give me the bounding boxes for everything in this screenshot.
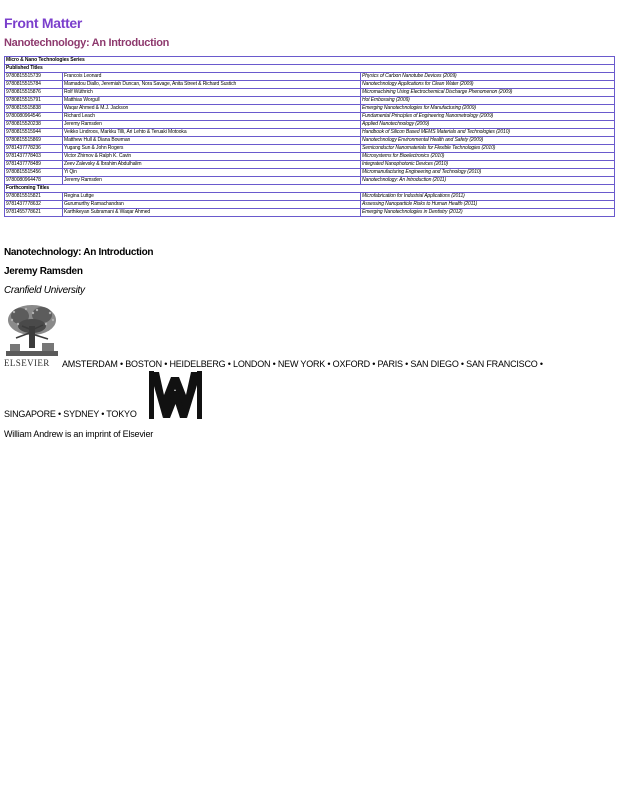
title-cell: Micromachining Using Electrochemical Discharge Phenomenon (2009) xyxy=(361,89,615,97)
book-subtitle-heading: Nanotechnology: An Introduction xyxy=(4,37,170,49)
title-cell: Microfabrication for Industrial Applications (2011) xyxy=(361,193,615,201)
author-cell: Richard Leach xyxy=(63,113,361,121)
title-cell: Assessing Nanoparticle Risks to Human Health (2011) xyxy=(361,201,615,209)
elsevier-logo xyxy=(4,304,59,368)
table-row xyxy=(5,81,615,89)
isbn-cell: 9780815515876 xyxy=(5,89,63,97)
isbn-cell: 9781437778489 xyxy=(5,161,63,169)
table-row xyxy=(5,193,615,201)
isbn-cell: 9781437778632 xyxy=(5,201,63,209)
table-row xyxy=(5,121,615,129)
table-row xyxy=(5,145,615,153)
title-cell: Semiconductor Nanomaterials for Flexible Technologies (2010) xyxy=(361,145,615,153)
table-row xyxy=(5,73,615,81)
title-cell: Emerging Nanotechnologies for Manufacturing (2009) xyxy=(361,105,615,113)
title-cell: Nanotechnology Environmental Health and Safety (2009) xyxy=(361,137,615,145)
table-row xyxy=(5,169,615,177)
title-cell: Hot Embossing (2009) xyxy=(361,97,615,105)
author-cell: Waqar Ahmed & M.J. Jackson xyxy=(63,105,361,113)
isbn-cell: 9780080964546 xyxy=(5,113,63,121)
isbn-cell: 9780815515869 xyxy=(5,137,63,145)
forthcoming-heading: Forthcoming Titles xyxy=(5,185,615,193)
table-row xyxy=(5,137,615,145)
table-row xyxy=(5,153,615,161)
table-row xyxy=(5,89,615,97)
author-affiliation: Cranfield University xyxy=(4,285,85,296)
forthcoming-heading-row xyxy=(5,185,615,193)
series-table xyxy=(4,56,615,217)
table-row xyxy=(5,161,615,169)
title-cell: Micromanufacturing Engineering and Technology (2010) xyxy=(361,169,615,177)
table-row xyxy=(5,177,615,185)
author-cell: Francois Leonard xyxy=(63,73,361,81)
title-cell: Emerging Nanotechnologies in Dentistry (2012) xyxy=(361,209,615,217)
table-row xyxy=(5,201,615,209)
page-heading: Front Matter xyxy=(4,15,83,31)
book-title: Nanotechnology: An Introduction xyxy=(4,247,154,258)
author-cell: Matthias Worgull xyxy=(63,97,361,105)
title-cell: Integrated Nanophotonic Devices (2010) xyxy=(361,161,615,169)
elsevier-tree-icon xyxy=(6,304,58,356)
isbn-cell: 9781455778621 xyxy=(5,209,63,217)
published-heading: Published Titles xyxy=(5,65,615,73)
isbn-cell: 9780815515944 xyxy=(5,129,63,137)
title-cell: Nanotechnology: An Introduction (2011) xyxy=(361,177,615,185)
table-row xyxy=(5,113,615,121)
author-cell: Rolf Wüthrich xyxy=(63,89,361,97)
isbn-cell: 9780815515838 xyxy=(5,105,63,113)
elsevier-wordmark: ELSEVIER xyxy=(4,358,50,368)
isbn-cell: 9780815520238 xyxy=(5,121,63,129)
isbn-cell: 9780815515456 xyxy=(5,169,63,177)
imprint-statement: William Andrew is an imprint of Elsevier xyxy=(4,429,154,439)
author-cell: Zeev Zalevsky & Ibrahim Abdulhalim xyxy=(63,161,361,169)
title-cell: Physics of Carbon Nanotube Devices (2009) xyxy=(361,73,615,81)
published-heading-row xyxy=(5,65,615,73)
author-cell: Victor Zhirnov & Ralph K. Cavin xyxy=(63,153,361,161)
book-author: Jeremy Ramsden xyxy=(4,266,83,277)
series-heading: Micro & Nano Technologies Series xyxy=(5,57,615,65)
table-row xyxy=(5,129,615,137)
isbn-cell: 9781437778403 xyxy=(5,153,63,161)
publisher-cities-line-1: AMSTERDAM • BOSTON • HEIDELBERG • LONDON • NEW YORK • OXFORD • PARIS • SAN DIEGO • SAN FRANCISCO • xyxy=(62,359,543,369)
table-row xyxy=(5,105,615,113)
author-cell: Jeremy Ramsden xyxy=(63,177,361,185)
isbn-cell: 9780815515821 xyxy=(5,193,63,201)
title-cell: Microsystems for Bioelectronics (2010) xyxy=(361,153,615,161)
title-cell: Fundamental Principles of Engineering Nanometrology (2009) xyxy=(361,113,615,121)
author-cell: Regina Luttge xyxy=(63,193,361,201)
author-cell: Karthikeyan Subramani & Waqar Ahmed xyxy=(63,209,361,217)
publisher-cities-line-2: SINGAPORE • SYDNEY • TOKYO xyxy=(4,409,137,419)
isbn-cell: 9780080964478 xyxy=(5,177,63,185)
author-cell: Matthew Hull & Diana Bowman xyxy=(63,137,361,145)
isbn-cell: 9780815515784 xyxy=(5,81,63,89)
author-cell: Yi Qin xyxy=(63,169,361,177)
isbn-cell: 9780815515791 xyxy=(5,97,63,105)
series-heading-row xyxy=(5,57,615,65)
author-cell: Gurumurthy Ramachandran xyxy=(63,201,361,209)
title-cell: Nanotechnology Applications for Clean Water (2009) xyxy=(361,81,615,89)
title-cell: Handbook of Silicon Based MEMS Materials and Technologies (2010) xyxy=(361,129,615,137)
author-cell: Mamadou Diallo, Jeremiah Duncan, Nora Savage, Anita Street & Richard Sustich xyxy=(63,81,361,89)
isbn-cell: 9780815515739 xyxy=(5,73,63,81)
author-cell: Veikko Lindroos, Markku Tilli, Ari Lehto & Teruaki Motooka xyxy=(63,129,361,137)
author-cell: Yugang Sun & John Rogers xyxy=(63,145,361,153)
isbn-cell: 9781437778236 xyxy=(5,145,63,153)
william-andrew-logo-icon xyxy=(149,371,202,419)
table-row xyxy=(5,209,615,217)
table-row xyxy=(5,97,615,105)
title-cell: Applied Nanotechnology (2009) xyxy=(361,121,615,129)
author-cell: Jeremy Ramsden xyxy=(63,121,361,129)
